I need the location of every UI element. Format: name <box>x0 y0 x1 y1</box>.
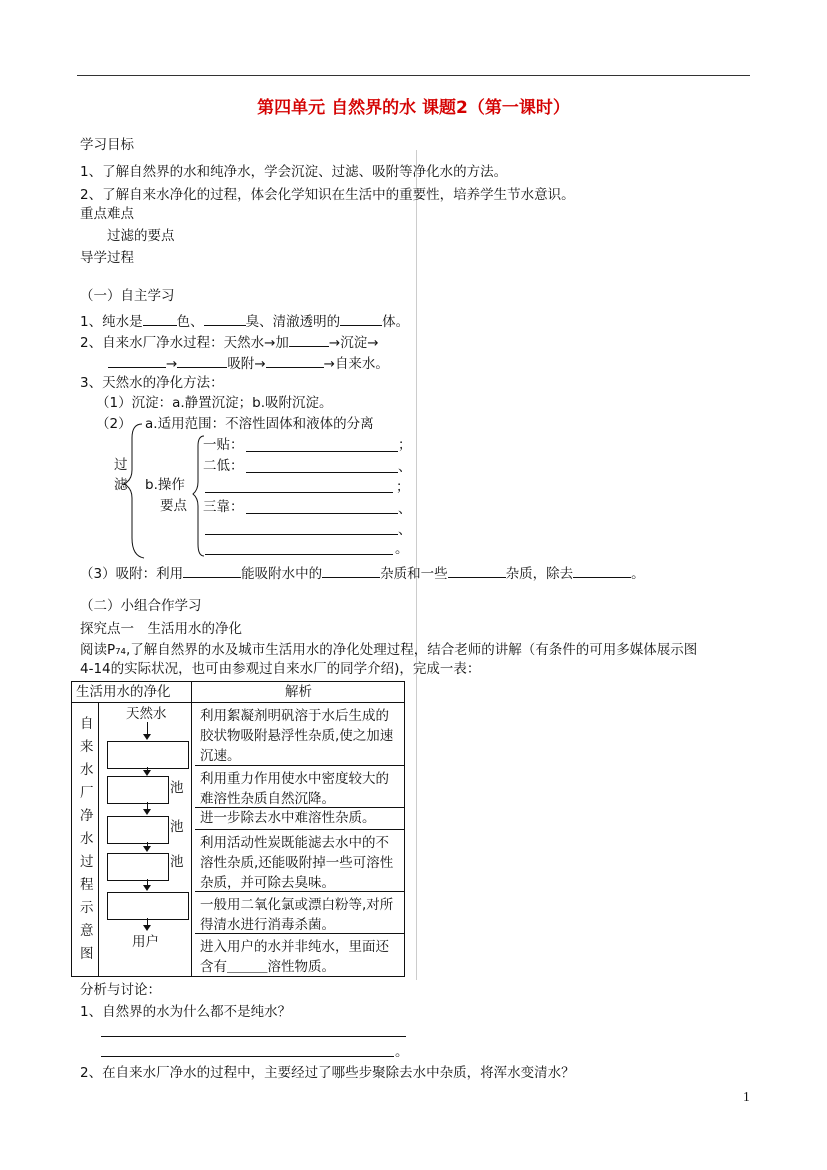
table-side-rule <box>98 702 99 977</box>
arrow-down-icon <box>143 809 151 815</box>
question-3-2-label: （2） <box>96 416 132 432</box>
q2-text-c: 沉淀 <box>340 335 368 351</box>
question-2-line2 <box>108 353 389 373</box>
process-box-5[interactable] <box>107 892 189 920</box>
filter-scope: a.适用范围：不溶性固体和液体的分离 <box>145 416 374 432</box>
analysis-cell-1: 利用絮凝剂明矾溶于水后生成的胶状物吸附悬浮性杂质,使之加速沉速。 <box>195 703 405 766</box>
goals-heading: 学习目标 <box>80 137 134 153</box>
flow-end: 用户 <box>132 934 159 950</box>
flow-start: 天然水 <box>126 706 167 722</box>
operation-label: b.操作 <box>145 477 185 493</box>
answer-line[interactable] <box>205 492 393 493</box>
side-label-char: 示 <box>80 900 94 916</box>
q3-3-text-e: 。 <box>631 566 645 582</box>
q3-3-text-c: 杂质和一些 <box>380 566 448 582</box>
question-3: 3、天然水的净化方法： <box>80 375 224 391</box>
process-box-3[interactable] <box>107 816 169 844</box>
table-header-process: 生活用水的净化 <box>76 684 171 700</box>
question-3-1: （1）沉淀：a.静置沉淀；b.吸附沉淀。 <box>96 395 333 411</box>
arrow-icon: → <box>328 335 341 351</box>
blank[interactable] <box>448 563 506 578</box>
blank[interactable] <box>183 563 241 578</box>
side-label-char: 程 <box>80 877 94 893</box>
side-label-char: 图 <box>80 946 94 962</box>
answer-line[interactable] <box>246 513 398 514</box>
key-text: 过滤的要点 <box>107 228 175 244</box>
q2-text-d: 吸附 <box>227 356 255 372</box>
reading-line-2: 4-14的实际状况，也可由参观过自来水厂的同学介绍)，完成一表： <box>80 661 481 677</box>
discussion-q2: 2、在自来水厂净水的过程中，主要经过了哪些步聚除去水中杂质，将浑水变清水？ <box>80 1065 575 1081</box>
analysis-cell-3: 进一步除去水中难溶性杂质。 <box>195 808 405 830</box>
blank[interactable] <box>266 353 324 368</box>
q2-text-b: 加 <box>275 335 289 351</box>
analysis-cell-2: 利用重力作用使水中密度较大的难溶性杂质自然沉降。 <box>195 766 405 808</box>
explore-heading: 探究点一 生活用水的净化 <box>80 621 242 637</box>
filter-label-2: 滤 <box>114 477 128 493</box>
comma: 、 <box>398 459 412 475</box>
table-column-rule <box>191 681 192 977</box>
operation-points-label: 要点 <box>160 498 187 514</box>
arrow-down-icon <box>143 846 151 852</box>
side-label-char: 水 <box>80 762 94 778</box>
period: 。 <box>395 541 409 557</box>
yitie-label: 一贴： <box>203 437 244 453</box>
process-box-4[interactable] <box>107 853 169 881</box>
blank[interactable] <box>108 353 166 368</box>
pool-label: 池 <box>170 780 184 796</box>
answer-line[interactable] <box>205 534 398 535</box>
q2-text-e: 自来水。 <box>334 356 389 372</box>
blank[interactable] <box>340 311 382 326</box>
guide-heading: 导学过程 <box>80 250 134 266</box>
pool-label: 池 <box>170 854 184 870</box>
answer-line[interactable] <box>205 554 393 555</box>
arrow-down-icon <box>143 885 151 891</box>
arrow-down-icon <box>143 770 151 776</box>
comma: 、 <box>398 522 412 538</box>
sankao-label: 三靠： <box>203 499 244 515</box>
side-label-char: 意 <box>80 923 94 939</box>
analysis-cell-6: 进入用户的水并非纯水，里面还含有＿＿＿溶性物质。 <box>200 939 389 975</box>
q1-text-b: 色、 <box>176 314 204 330</box>
arrow-icon: → <box>254 356 266 372</box>
answer-line[interactable] <box>101 1056 394 1057</box>
q3-3-text-b: 能吸附水中的 <box>241 566 323 582</box>
discussion-q1: 1、自然界的水为什么都不是纯水？ <box>80 1004 292 1020</box>
question-2 <box>80 332 379 352</box>
table-header-analysis: 解析 <box>285 684 312 700</box>
arrow-down-icon <box>143 734 151 740</box>
goal-2: 2、了解自来水净化的过程，体会化学知识在生活中的重要性，培养学生节水意识。 <box>80 187 575 203</box>
side-label-char: 厂 <box>80 785 94 801</box>
arrow-icon: → <box>323 356 335 372</box>
answer-line[interactable] <box>101 1036 406 1037</box>
side-label-char: 自 <box>80 716 94 732</box>
group-heading: （二）小组合作学习 <box>80 598 202 614</box>
arrow-icon: → <box>264 335 276 351</box>
arrow-icon: → <box>367 335 379 351</box>
q1-text-a: 1、纯水是 <box>80 314 143 330</box>
period: 。 <box>395 1044 409 1060</box>
blank[interactable] <box>143 311 177 326</box>
blank[interactable] <box>204 311 246 326</box>
analysis-cell-4: 利用活动性炭既能滤去水中的不溶性杂质,还能吸附掉一些可溶性杂质，并可除去臭味。 <box>195 830 405 892</box>
q1-text-d: 体。 <box>382 314 410 330</box>
page-title: 第四单元 自然界的水 课题2（第一课时） <box>257 98 570 118</box>
q2-text-a: 2、自来水厂净水过程：天然水 <box>80 335 265 351</box>
pool-label: 池 <box>170 819 184 835</box>
erdi-label: 二低： <box>203 458 244 474</box>
arrow-icon: → <box>166 356 178 372</box>
process-box-2[interactable] <box>107 776 169 804</box>
q1-text-c: 臭、清澈透明的 <box>245 314 341 330</box>
answer-line[interactable] <box>246 472 398 473</box>
self-study-heading: （一）自主学习 <box>80 288 175 304</box>
question-3-3 <box>80 563 645 583</box>
filter-label-1: 过 <box>114 457 128 473</box>
side-label-char: 过 <box>80 854 94 870</box>
q3-3-text-a: （3）吸附：利用 <box>80 566 184 582</box>
arrow-down-icon <box>143 925 151 931</box>
process-box-1[interactable] <box>107 741 189 769</box>
side-label-char: 净 <box>80 808 94 824</box>
key-heading: 重点难点 <box>80 206 134 222</box>
side-label-char: 水 <box>80 831 94 847</box>
blank[interactable] <box>177 353 227 368</box>
comma: 、 <box>398 501 412 517</box>
blank[interactable] <box>573 563 631 578</box>
side-label-char: 来 <box>80 739 94 755</box>
blank[interactable] <box>289 332 329 347</box>
page-number: 1 <box>743 1089 750 1104</box>
answer-line[interactable] <box>246 451 398 452</box>
q3-3-text-d: 杂质，除去 <box>505 566 574 582</box>
analysis-cell-5: 一般用二氧化氯或漂白粉等,对所得清水进行消毒杀菌。 <box>195 892 405 934</box>
semicolon: ； <box>398 437 412 453</box>
header-rule <box>77 75 750 76</box>
question-1 <box>80 311 409 331</box>
goal-1: 1、了解自然界的水和纯净水，学会沉淀、过滤、吸附等净化水的方法。 <box>80 164 508 180</box>
blank[interactable] <box>322 563 380 578</box>
reading-line-1: 阅读P₇₄,了解自然界的水及城市生活用水的净化处理过程，结合老师的讲解（有条件的可用多媒体展示图 <box>80 642 698 658</box>
discussion-heading: 分析与讨论： <box>80 982 161 998</box>
semicolon: ； <box>396 479 410 495</box>
